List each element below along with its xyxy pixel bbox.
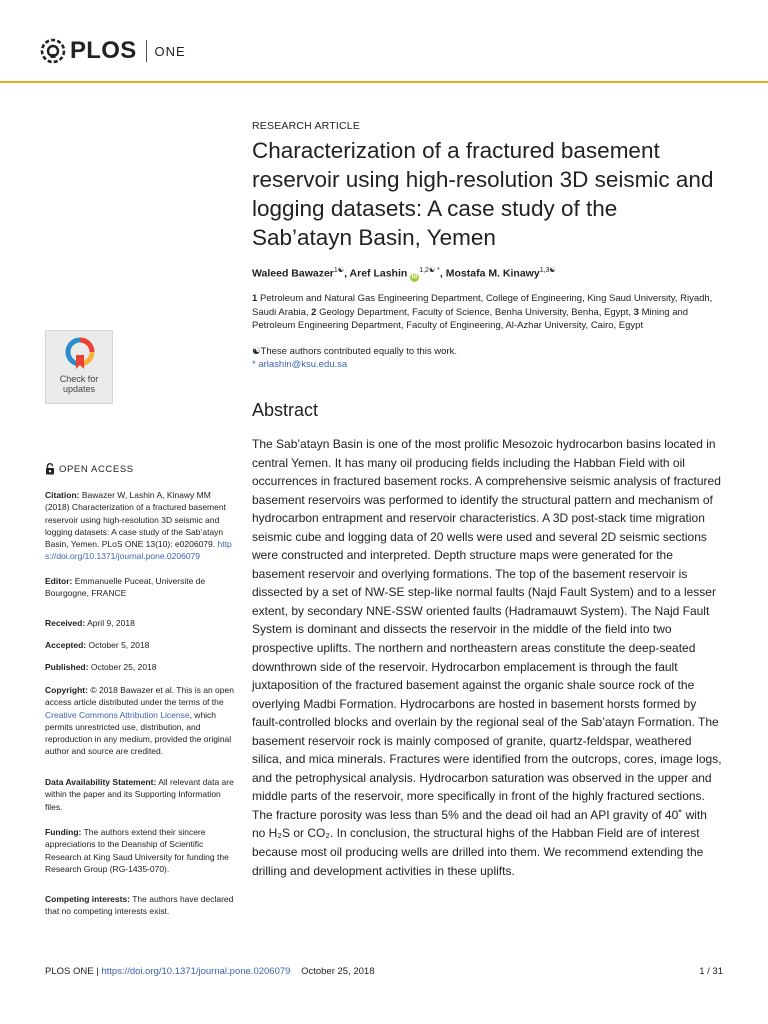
author-affiliation-mark: 1☯ <box>333 267 345 274</box>
plos-logo-icon <box>38 36 68 66</box>
affiliation-number: 1 <box>252 293 258 304</box>
license-link[interactable]: Creative Commons Attribution License <box>45 709 190 720</box>
accepted-block <box>45 639 235 651</box>
received-date: April 9, 2018 <box>87 618 135 628</box>
affiliation-text: Geology Department, Faculty of Science, Benha University, Benha, Egypt, <box>319 306 631 318</box>
check-for-updates-badge[interactable] <box>45 330 113 404</box>
equal-contribution-icon: ☯ <box>252 346 261 357</box>
citation-text: Bawazer W, Lashin A, Kinawy MM (2018) Characterization of a fractured basement reservoir using high-resolution 3D seismic and logging datasets: A case study of the Sab’atayn Basin, Yemen. PLoS ONE 13(10): e0206079. <box>45 490 226 550</box>
published-label: Published: <box>45 662 89 672</box>
affiliations <box>252 292 722 333</box>
received-block <box>45 617 235 629</box>
open-access-label: OPEN ACCESS <box>59 463 134 475</box>
journal-name: PLOS <box>70 37 137 64</box>
author-affiliation-mark: 1,3☯ <box>539 267 556 274</box>
corresponding-author-note <box>252 358 457 371</box>
corresponding-mark: * <box>252 359 256 370</box>
competing-interests-label: Competing interests: <box>45 894 131 904</box>
citation-doi-link[interactable]: https://doi.org/10.1371/journal.pone.0206079 <box>45 539 232 562</box>
logo-divider <box>146 40 147 62</box>
article-type: RESEARCH ARTICLE <box>252 120 361 132</box>
data-availability-text: All relevant data are within the paper and its Supporting Information files. <box>45 777 234 812</box>
copyright-text: © 2018 Bawazer et al. This is an open access article distributed under the terms of the <box>45 685 234 708</box>
check-for-updates-label: Check for updates <box>59 374 99 394</box>
article-title: Characterization of a fractured basement reservoir using high-resolution 3D seismic and logging datasets: A case study of the Sab’atayn Basin, Yemen <box>252 138 714 250</box>
orcid-icon[interactable]: iD <box>411 273 418 280</box>
funding-text: The authors extend their sincere appreciations to the Deanship of Scientific Research at King Saud University for funding the Research Group (RG-1435-070). <box>45 827 229 874</box>
crossmark-icon <box>65 337 95 371</box>
data-availability-label: Data Availability Statement: <box>45 777 157 787</box>
journal-logo[interactable] <box>38 33 186 69</box>
data-availability-block <box>45 776 235 813</box>
journal-subname: ONE <box>154 43 186 59</box>
corresponding-email-link[interactable]: arlashin@ksu.edu.sa <box>258 359 348 370</box>
header-rule <box>0 81 768 83</box>
abstract-text: The Sab’atayn Basin is one of the most prolific Mesozoic hydrocarbon basins located in central Yemen. It has many oil producing fields including the Habban Field with oil occurrences in fractured basement rocks. A comprehensive seismic analysis of fractured basement reservoirs was performed to identify the structural pattern and mechanism of hydrocarbon entrapment and reservoir characteristics. A 3D post-stack time migration seismic cube and logging data of 20 wells were used and several 2D seismic sections were constructed and interpreted. Depth structure maps were generated for the basement reservoir and overlying formations. The top of the basement reservoir is dissected by a set of NW-SE step-like normal faults (Najd Fault System) and to a lesser extent, by secondary NNE-SSW oriented faults (Hadramauwt System). The Najd Fault System is dominant and dissects the reservoir in the middle of the field into two prospective uplifts. The northern and northeastern areas constitute the deep-seated downthrown side of the reservoir. Hydrocarbon emplacement is through the fault juxtaposition of the fractured basement against the organic shale source rock of the overlying Madbi Formation. Hydrocarbons are hosted in basement horsts formed by fault-controlled blocks and overlain by the regional seal of the Sab’atayn Formation. The basement reservoir rock is mainly composed of granite, quartz-feldspar, weathered silica, and mica minerals. Fractures were identified from the outcrops, cores, image logs, and the petrophysical analysis. Hydrocarbon saturation was observed in the upper and middle parts of the reservoir, more specifically in front of the highly fractured sections. The fracture porosity was less than 5% and the dead oil had an API gravity of 40˚ with no H₂S or CO₂. In conclusion, the structural highs of the Habban Field are of interest because most oil producing wells are drilled into them. We recommend extending the drilling and development activities in these uplifts. <box>252 437 722 878</box>
funding-label: Funding: <box>45 827 82 837</box>
published-block <box>45 661 235 673</box>
affiliation-text: Petroleum and Natural Gas Engineering Department, College of Engineering, King Saud University, Riyadh, Saudi Arabia, <box>252 293 713 318</box>
competing-interests-text: The authors have declared that no competing interests exist. <box>45 894 234 917</box>
editor-block <box>45 575 235 600</box>
affiliation-text: Mining and Petroleum Engineering Department, Faculty of Engineering, Al-Azhar University, Cairo, Egypt <box>252 306 689 331</box>
author-name[interactable]: Aref Lashin <box>349 267 408 280</box>
funding-block <box>45 826 235 875</box>
open-lock-icon <box>45 463 55 475</box>
footer-journal: PLOS ONE | <box>45 966 99 977</box>
author-separator: , <box>344 267 350 280</box>
affiliation-number: 2 <box>311 306 317 318</box>
published-date: October 25, 2018 <box>90 662 157 672</box>
received-label: Received: <box>45 618 86 628</box>
editor-label: Editor: <box>45 576 73 586</box>
author-notes <box>252 345 457 371</box>
accepted-label: Accepted: <box>45 640 87 650</box>
footer-date: October 25, 2018 <box>301 966 375 977</box>
page-number: 1 / 31 <box>699 966 723 977</box>
footer-doi-link[interactable]: https://doi.org/10.1371/journal.pone.0206079 <box>101 966 291 977</box>
editor-text: Emmanuelle Puceat, Universite de Bourgogne, FRANCE <box>45 576 206 599</box>
open-access-badge <box>45 463 134 475</box>
copyright-block <box>45 684 235 758</box>
competing-interests-block <box>45 893 235 918</box>
author-name[interactable]: Waleed Bawazer <box>252 267 334 280</box>
author-list <box>252 266 556 282</box>
abstract-heading: Abstract <box>252 400 319 420</box>
affiliation-number: 3 <box>633 306 639 318</box>
equal-contribution-note: ☯These authors contributed equally to this work. <box>252 346 457 357</box>
accepted-date: October 5, 2018 <box>88 640 150 650</box>
author-affiliation-mark: 1,2☯ * <box>419 267 440 274</box>
citation-block <box>45 489 235 563</box>
page-footer <box>45 966 723 977</box>
copyright-text-end: , which permits unrestricted use, distribution, and reproduction in any medium, provided the original author and source are credited. <box>45 709 232 757</box>
author-separator: , <box>439 267 446 280</box>
copyright-label: Copyright: <box>45 685 88 695</box>
author-name[interactable]: Mostafa M. Kinawy <box>445 267 540 280</box>
citation-label: Citation: <box>45 490 80 500</box>
